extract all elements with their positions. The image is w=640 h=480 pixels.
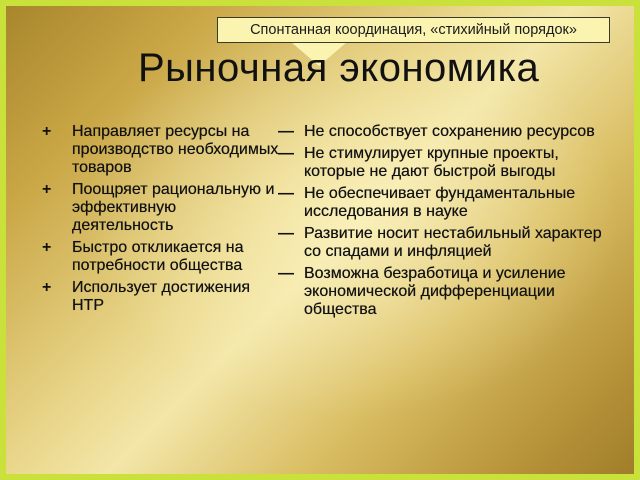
list-item (42, 239, 282, 275)
dash-marker: — (278, 185, 294, 202)
dash-marker: — (278, 265, 294, 282)
list-item (278, 145, 608, 181)
disadvantages-list (278, 123, 608, 323)
disadvantage-text: Не обеспечивает фундаментальные исследования в науке (304, 185, 576, 220)
disadvantage-text: Развитие носит нестабильный характер со спадами и инфляцией (304, 225, 602, 260)
disadvantage-text: Не способствует сохранению ресурсов (304, 123, 595, 140)
callout-box (217, 17, 610, 43)
list-item (42, 279, 282, 315)
dash-marker: — (278, 123, 294, 140)
advantage-text: Использует достижения НТР (72, 279, 251, 314)
list-item (42, 181, 282, 235)
plus-marker: + (42, 123, 52, 140)
disadvantage-text: Возможна безработица и усиление экономической дифференциации общества (304, 265, 566, 318)
advantage-text: Быстро откликается на потребности общества (72, 239, 244, 274)
list-item (278, 265, 608, 319)
list-item (278, 185, 608, 221)
slide-title: Рыночная экономика (138, 46, 540, 90)
slide (6, 6, 634, 474)
dash-marker: — (278, 145, 294, 162)
list-item (42, 123, 282, 177)
callout-text: Спонтанная координация, «стихийный порядок» (250, 22, 577, 38)
plus-marker: + (42, 239, 52, 256)
advantages-list (42, 123, 282, 319)
advantage-text: Поощряет рациональную и эффективную деятельность (72, 181, 275, 234)
plus-marker: + (42, 181, 52, 198)
dash-marker: — (278, 225, 294, 242)
list-item (278, 123, 608, 141)
plus-marker: + (42, 279, 52, 296)
advantage-text: Направляет ресурсы на производство необходимых товаров (72, 123, 279, 176)
disadvantage-text: Не стимулирует крупные проекты, которые не дают быстрой выгоды (304, 145, 559, 180)
list-item (278, 225, 608, 261)
